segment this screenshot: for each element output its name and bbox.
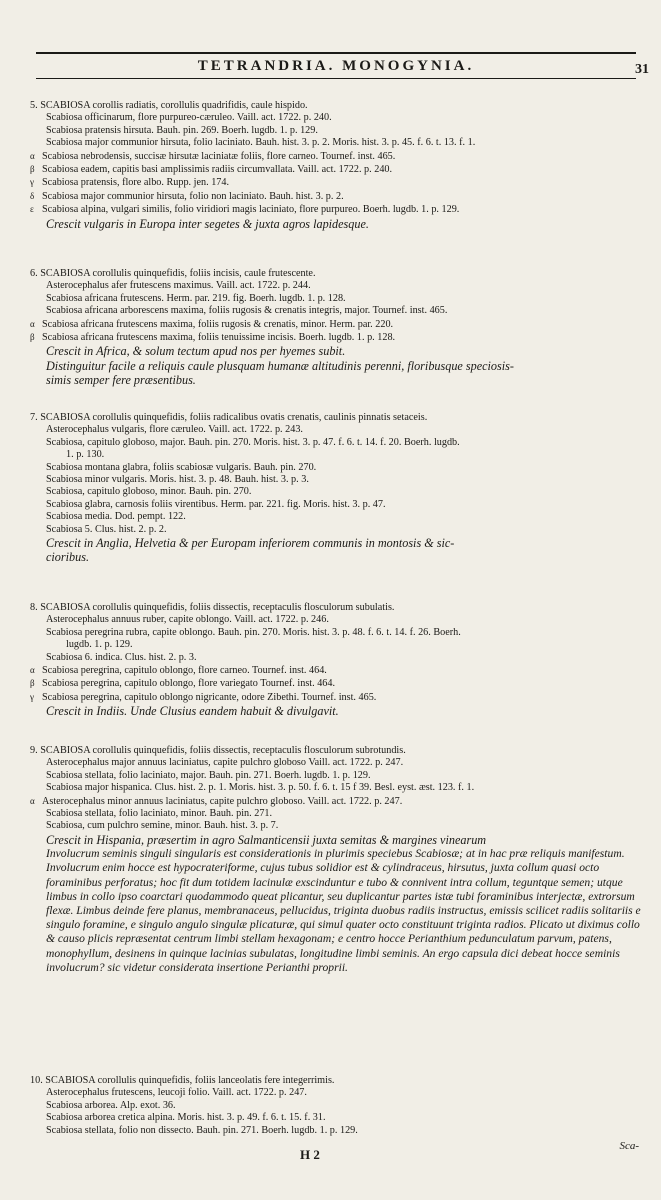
synonym-line (30, 1100, 646, 1112)
variety-line (30, 163, 646, 176)
signature-mark: H 2 (300, 1147, 320, 1162)
line-text: Asterocephalus annuus ruber, capite oblongo. Vaill. act. 1722. p. 246. (46, 614, 329, 626)
entry-diagnosis (30, 412, 646, 424)
habitat-note (30, 217, 646, 231)
synonym-line (30, 782, 646, 794)
top-rule (36, 52, 636, 54)
variety-marker: β (30, 678, 35, 689)
header-rule (36, 78, 636, 79)
involucrum-description: Involucrum seminis singuli singularis est considerationis in plurimis speciebus Scabiosæ; at in hac præ reliquis manifestum. Involucrum enim hocce est hypocrateriforme, cujus tubus solidior est & cylindraceus, hirsutus, juxta collum quasi octo foraminibus perforatus; hoc fit dum totidem lacinulæ exscinduntur e tubo & connivent intra collum, teguntque semen; utque limbus in collo ipso coarctari quodammodo queat plicantur, seu duplicantur partes istæ tubi foraminibus interjectæ, extrorsum flexæ. Limbus deinde fere planus, membranaceus, pellucidus, triginta duobus radiis instructus, emissis scilicet radiis solitariis e singulo foramine, e singulo angulo singulæ plicaturæ, qui simul quater octo constituunt triginta radios. Plicato ut diximus collo & causo plicis repræsentat centrum limbi stellam hexagonam; e centro hocce Perianthium pedunculatum parvum, patens, monophyllum, desinens in quinque lacinias subulatas, longitudine limbi seminis. An ergo capsula dici debeat hocce seminis involucrum? sic videtur considerata insertione Perianthi proprii. (46, 847, 641, 974)
synonym-line (30, 486, 646, 498)
synonym-line (30, 437, 646, 449)
line-text: Scabiosa pratensis hirsuta. Bauh. pin. 269. Boerh. lugdb. 1. p. 129. (46, 124, 318, 136)
entry-diagnosis (30, 1075, 646, 1087)
habitat-note (30, 704, 646, 718)
line-text: Scabiosa media. Dod. pempt. 122. (46, 511, 186, 523)
habitat-note (30, 344, 646, 358)
variety-marker: ε (30, 204, 34, 215)
synonym-line (30, 820, 646, 832)
variety-line (30, 331, 646, 344)
line-text: Scabiosa africana arborescens maxima, foliis rugosis & crenatis integris, major. Tournef. inst. 465. (46, 305, 448, 317)
species-entry (30, 1075, 646, 1137)
variety-marker: α (30, 150, 35, 161)
synonym-line (30, 305, 646, 317)
line-text: 1. p. 130. (66, 449, 105, 461)
line-text: 7. SCABIOSA corollulis quinquefidis, foliis radicalibus ovatis crenatis, caulinis pinnatis setaceis. (30, 412, 428, 423)
line-text: Crescit in Indiis. Unde Clusius eandem habuit & divulgavit. (46, 704, 339, 719)
synonym-continuation (30, 639, 646, 651)
line-text: Scabiosa nebrodensis, succisæ hirsutæ laciniatæ foliis, flore carneo. Tournef. inst. 465. (42, 150, 396, 162)
line-text: Crescit vulgaris in Europa inter segetes & juxta agros lapidesque. (46, 216, 369, 231)
synonym-line (30, 652, 646, 664)
line-text: Scabiosa major communior hirsuta, folio laciniato. Bauh. hist. 3. p. 2. Moris. hist. 3. p. 45. f. 6. t. 13. f. 1. (46, 137, 476, 149)
line-text: Scabiosa officinarum, flore purpureo-cæruleo. Vaill. act. 1722. p. 240. (46, 112, 332, 124)
variety-line (30, 677, 646, 690)
synonym-line (30, 137, 646, 149)
synonym-line (30, 1087, 646, 1099)
line-text: Scabiosa minor vulgaris. Moris. hist. 3. p. 48. Bauh. hist. 3. p. 3. (46, 474, 309, 486)
variety-marker: α (30, 318, 35, 329)
line-text: Scabiosa major communior hirsuta, folio non laciniato. Bauh. hist. 3. p. 2. (42, 190, 344, 202)
line-text: Scabiosa 5. Clus. hist. 2. p. 2. (46, 523, 167, 535)
variety-marker: β (30, 332, 35, 343)
line-text: 6. SCABIOSA corollulis quinquefidis, foliis incisis, caule frutescente. (30, 268, 316, 279)
synonym-line (30, 424, 646, 436)
line-text: 5. SCABIOSA corollis radiatis, corollulis quadrifidis, caule hispido. (30, 100, 308, 111)
catchword: Sca- (619, 1140, 639, 1152)
synonym-line (30, 125, 646, 137)
line-text: 10. SCABIOSA corollulis quinquefidis, foliis lanceolatis fere integerrimis. (30, 1075, 335, 1086)
synonym-line (30, 614, 646, 626)
line-text: 9. SCABIOSA corollulis quinquefidis, foliis dissectis, receptaculis flosculorum subrotundis. (30, 745, 406, 756)
line-text: Scabiosa stellata, folio non dissecto. Bauh. pin. 271. Boerh. lugdb. 1. p. 129. (46, 1124, 358, 1136)
species-entry (30, 268, 646, 388)
synonym-line (30, 293, 646, 305)
line-text: Scabiosa, capitulo globoso, minor. Bauh. pin. 270. (46, 486, 252, 498)
line-text: Scabiosa peregrina rubra, capite oblongo. Bauh. pin. 270. Moris. hist. 3. p. 48. f. 6. t. 14. f. 26. Boerh. (46, 626, 461, 638)
variety-marker: α (30, 665, 35, 676)
line-text: Scabiosa peregrina, capitulo oblongo, flore carneo. Tournef. inst. 464. (42, 665, 327, 677)
line-text: Scabiosa pratensis, flore albo. Rupp. jen. 174. (42, 177, 230, 189)
variety-line (30, 150, 646, 163)
line-text: Scabiosa eadem, capitis basi amplissimis radiis circumvallata. Vaill. act. 1722. p. 240. (42, 164, 393, 176)
synonym-line (30, 499, 646, 511)
synonym-continuation (30, 449, 646, 461)
entry-diagnosis (30, 602, 646, 614)
habitat-note (30, 359, 646, 373)
line-text: Asterocephalus vulgaris, flore cæruleo. Vaill. act. 1722. p. 243. (46, 424, 303, 436)
line-text: Scabiosa stellata, folio laciniato, minor. Bauh. pin. 271. (46, 808, 273, 820)
variety-marker: δ (30, 190, 35, 201)
species-entry (30, 745, 646, 975)
synonym-line (30, 462, 646, 474)
line-text: Crescit in Hispania, præsertim in agro Salmanticensii juxta semitas & margines vinearum (46, 832, 487, 847)
line-text: Scabiosa arborea. Alp. exot. 36. (46, 1099, 176, 1111)
variety-line (30, 190, 646, 203)
synonym-line (30, 112, 646, 124)
page-number: 31 (635, 62, 649, 77)
habitat-note (30, 536, 646, 550)
line-text: 8. SCABIOSA corollulis quinquefidis, foliis dissectis, receptaculis flosculorum subulatis. (30, 602, 395, 613)
line-text: Scabiosa africana frutescens. Herm. par. 219. fig. Boerh. lugdb. 1. p. 128. (46, 292, 346, 304)
line-text: Scabiosa, capitulo globoso, major. Bauh. pin. 270. Moris. hist. 3. p. 47. f. 6. t. 14. f. 20. Boerh. lugdb. (46, 436, 460, 448)
synonym-line (30, 474, 646, 486)
variety-marker: γ (30, 691, 34, 702)
line-text: Asterocephalus frutescens, leucoji folio. Vaill. act. 1722. p. 247. (46, 1087, 307, 1099)
variety-line (30, 795, 646, 808)
line-text: Scabiosa alpina, vulgari similis, folio viridiori magis laciniato, flore purpureo. Boerh. lugdb. 1. p. 129. (42, 204, 460, 216)
synonym-line (30, 770, 646, 782)
variety-line (30, 664, 646, 677)
line-text: Scabiosa peregrina, capitulo oblongo, flore variegato Tournef. inst. 464. (42, 678, 336, 690)
line-text: Asterocephalus minor annuus laciniatus, capite pulchro globoso. Vaill. act. 1722. p. 247. (42, 795, 403, 807)
variety-line (30, 203, 646, 216)
entry-diagnosis (30, 745, 646, 757)
synonym-line (30, 524, 646, 536)
line-text: Crescit in Africa, & solum tectum apud nos per hyemes subit. (46, 344, 346, 359)
synonym-line (30, 808, 646, 820)
species-entry (30, 602, 646, 719)
line-text: Scabiosa africana frutescens maxima, foliis rugosis & crenatis, minor. Herm. par. 220. (42, 318, 394, 330)
line-text: Asterocephalus major annuus laciniatus, capite pulchro globoso Vaill. act. 1722. p. 247. (46, 757, 404, 769)
synonym-line (30, 511, 646, 523)
variety-marker: α (30, 795, 35, 806)
line-text: Scabiosa africana frutescens maxima, foliis tenuissime incisis. Boerh. lugdb. 1. p. 128. (42, 332, 396, 344)
species-entry (30, 412, 646, 565)
habitat-note (30, 833, 646, 847)
line-text: lugdb. 1. p. 129. (66, 639, 133, 651)
variety-marker: γ (30, 177, 34, 188)
synonym-line (30, 1125, 646, 1137)
line-text: Distinguitur facile a reliquis caule plusquam humanæ altitudinis perenni, floribusque speciosis- (46, 358, 514, 373)
habitat-note-continuation (30, 373, 646, 387)
synonym-line (30, 627, 646, 639)
species-entry (30, 100, 646, 231)
running-header: TETRANDRIA. MONOGYNIA. (197, 58, 475, 74)
variety-line (30, 176, 646, 189)
line-text: Scabiosa glabra, carnosis foliis virentibus. Herm. par. 221. fig. Moris. hist. 3. p. 47. (46, 498, 386, 510)
line-text: Asterocephalus afer frutescens maximus. Vaill. act. 1722. p. 244. (46, 280, 311, 292)
variety-line (30, 691, 646, 704)
synonym-line (30, 1112, 646, 1124)
synonym-line (30, 757, 646, 769)
line-text: Crescit in Anglia, Helvetia & per Europam inferiorem communis in montosis & sic- (46, 536, 455, 551)
line-text: Scabiosa montana glabra, foliis scabiosæ vulgaris. Bauh. pin. 270. (46, 461, 317, 473)
entry-diagnosis (30, 100, 646, 112)
entry-diagnosis (30, 268, 646, 280)
variety-line (30, 318, 646, 331)
line-text: simis semper fere præsentibus. (46, 373, 196, 388)
line-text: Scabiosa stellata, folio laciniato, major. Bauh. pin. 271. Boerh. lugdb. 1. p. 129. (46, 769, 371, 781)
variety-marker: β (30, 164, 35, 175)
line-text: Scabiosa peregrina, capitulo oblongo nigricante, odore Zibethi. Tournef. inst. 465. (42, 691, 377, 703)
synonym-line (30, 280, 646, 292)
habitat-note-continuation (30, 550, 646, 564)
line-text: cioribus. (46, 550, 89, 565)
line-text: Scabiosa 6. indica. Clus. hist. 2. p. 3. (46, 651, 197, 663)
line-text: Scabiosa, cum pulchro semine, minor. Bauh. hist. 3. p. 7. (46, 820, 279, 832)
line-text: Scabiosa major hispanica. Clus. hist. 2. p. 1. Moris. hist. 3. p. 50. f. 6. t. 15 f 39. Besl. eyst. æst. 123. f. 1. (46, 782, 475, 794)
line-text: Scabiosa arborea cretica alpina. Moris. hist. 3. p. 49. f. 6. t. 15. f. 31. (46, 1112, 326, 1124)
